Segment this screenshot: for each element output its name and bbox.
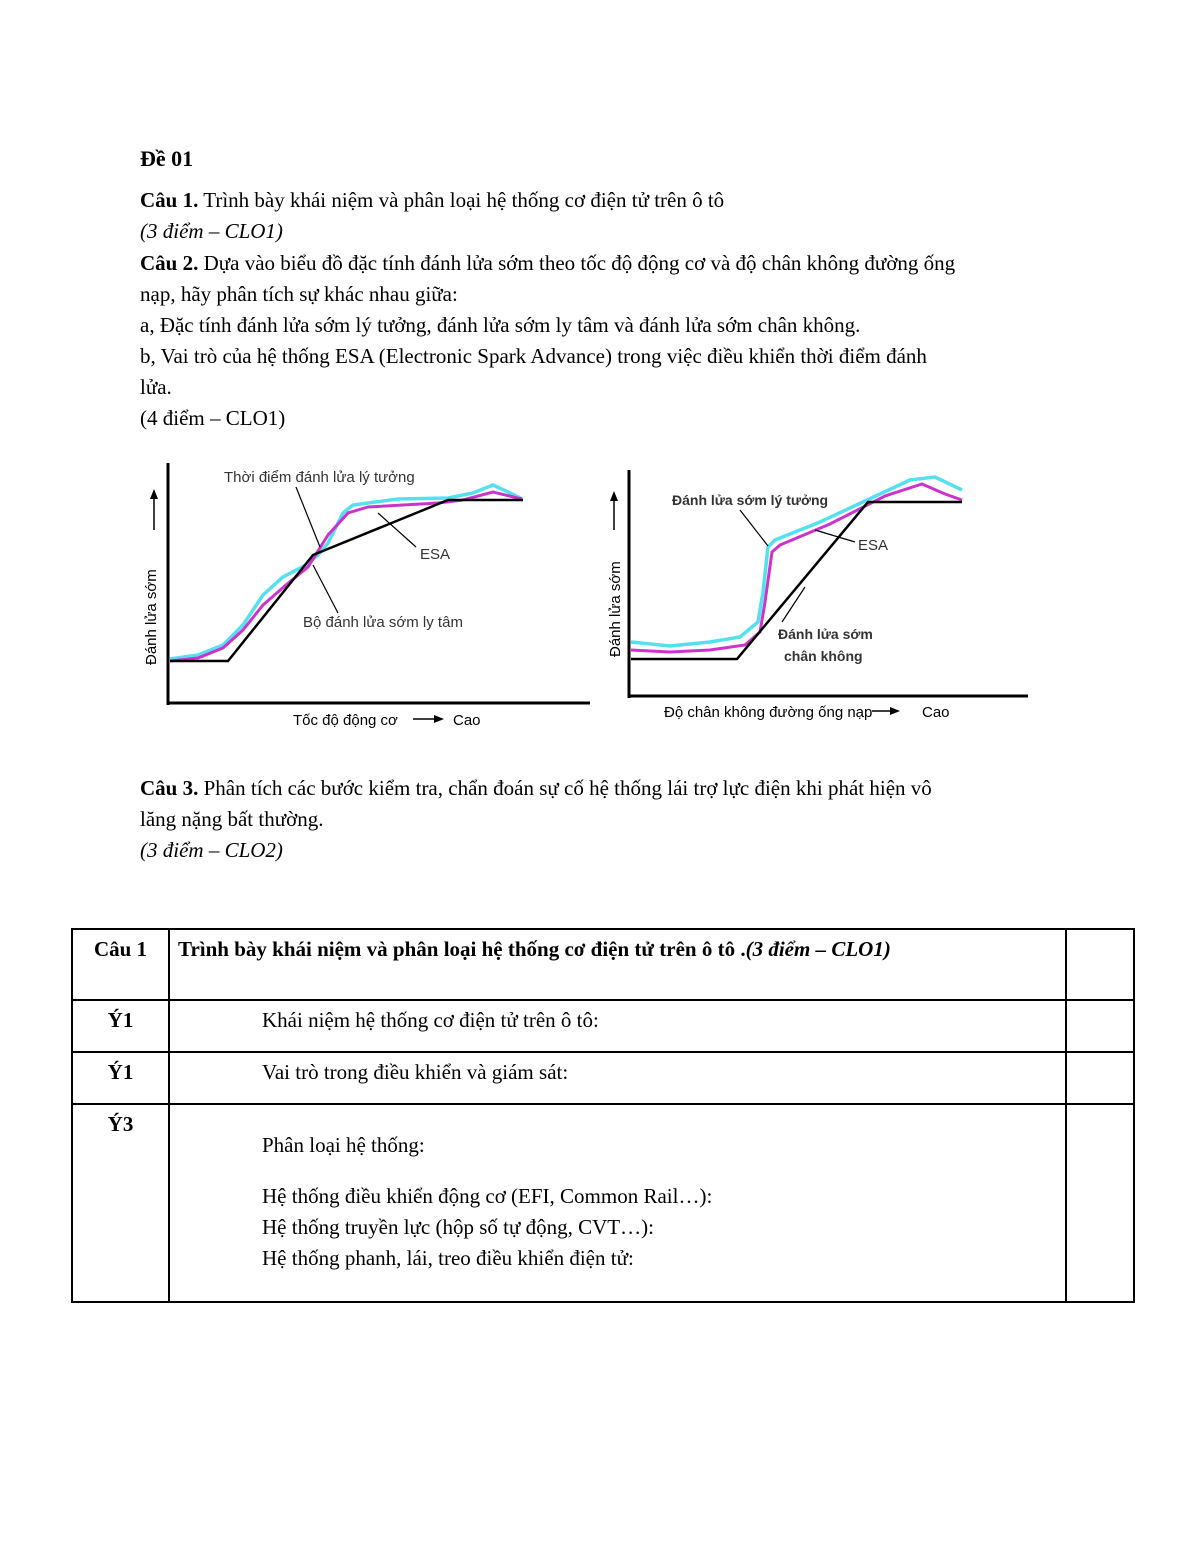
question-2-part-b: b, Vai trò của hệ thống ESA (Electronic Spark Advance) trong việc điều khiển thời điểm đánh — [140, 344, 927, 368]
question-3 — [140, 773, 932, 804]
rubric-row-label-cell — [72, 1104, 169, 1302]
rubric-row-score-cell — [1066, 1104, 1134, 1302]
rubric-row-score-cell — [1066, 1052, 1134, 1104]
question-3-text: Phân tích các bước kiểm tra, chẩn đoán sự cố hệ thống lái trợ lực điện khi phát hiện vô — [198, 776, 932, 800]
rubric-row-text: Khái niệm hệ thống cơ điện tử trên ô tô: — [262, 1008, 599, 1032]
label-esa: ESA — [858, 537, 889, 554]
label-esa: ESA — [420, 546, 451, 563]
leader-esa — [378, 513, 416, 547]
x-axis-label: Độ chân không đường ống nạp — [664, 704, 873, 721]
rubric-classification-heading: Phân loại hệ thống: — [262, 1133, 425, 1157]
question-1-text: Trình bày khái niệm và phân loại hệ thống cơ điện tử trên ô tô — [198, 188, 725, 212]
rubric-row-text: Vai trò trong điều khiển và giám sát: — [262, 1060, 569, 1084]
rubric-row — [72, 1000, 1134, 1052]
rubric-row-text-cell — [169, 1052, 1066, 1104]
rubric-header-score-cell — [1066, 929, 1134, 1000]
question-3-text-cont: lăng nặng bất thường. — [140, 807, 324, 831]
question-2-part-b-cont: lửa. — [140, 375, 172, 399]
x-axis-arrowhead — [434, 715, 444, 723]
figure-spark-advance-vacuum — [600, 462, 1040, 732]
label-centrifugal: Bộ đánh lửa sớm ly tâm — [303, 614, 463, 631]
rubric-row-text-cell — [169, 1000, 1066, 1052]
rubric-row-text-cell — [169, 1104, 1066, 1302]
question-3-label: Câu 3. — [140, 776, 199, 800]
question-1-points: (3 điểm – CLO1) — [140, 219, 283, 243]
exam-title: Đề 01 — [140, 146, 194, 171]
rubric-row-label-cell — [72, 1000, 169, 1052]
label-vacuum-line1: Đánh lửa sớm — [778, 626, 873, 642]
spacer — [262, 1161, 1065, 1181]
y-axis-label: Đánh lửa sớm — [143, 569, 160, 665]
rubric-classification-item: Hệ thống điều khiển động cơ (EFI, Common Rail…): — [262, 1184, 713, 1208]
rubric-row-score-cell — [1066, 1000, 1134, 1052]
rubric-row-classification — [72, 1104, 1134, 1302]
rubric-classification-item: Hệ thống truyền lực (hộp số tự động, CVT…): — [262, 1215, 654, 1239]
question-2-points: (4 điểm – CLO1) — [140, 406, 286, 430]
rubric-header-label-cell — [72, 929, 169, 1000]
x-axis-label: Tốc độ động cơ — [293, 712, 398, 729]
question-2-text-cont: nạp, hãy phân tích sự khác nhau giữa: — [140, 282, 458, 306]
leader-ideal — [740, 510, 768, 546]
x-axis-label-end: Cao — [922, 704, 950, 721]
rubric-row-label-cell — [72, 1052, 169, 1104]
rubric-header-row — [72, 929, 1134, 1000]
rubric-row — [72, 1052, 1134, 1104]
rubric-classification-content — [170, 1105, 1065, 1274]
question-2 — [140, 248, 955, 279]
curve-ideal — [170, 485, 522, 659]
question-2-part-a: a, Đặc tính đánh lửa sớm lý tưởng, đánh lửa sớm ly tâm và đánh lửa sớm chân không. — [140, 313, 861, 337]
question-1 — [140, 185, 724, 216]
grading-rubric-table — [71, 928, 1135, 1303]
rubric-header-points: (3 điểm – CLO1) — [745, 937, 891, 961]
rubric-classification-item: Hệ thống phanh, lái, treo điều khiển điện tử: — [262, 1246, 634, 1270]
leader-centrifugal — [313, 565, 338, 613]
figure-right-svg — [600, 462, 1040, 732]
figure-spark-advance-engine-speed — [138, 455, 598, 735]
leader-ideal — [296, 487, 320, 547]
question-3-points: (3 điểm – CLO2) — [140, 838, 283, 862]
rubric-header-text — [170, 930, 1065, 965]
label-ideal: Thời điểm đánh lửa lý tưởng — [224, 469, 415, 486]
label-vacuum-line2: chân không — [784, 648, 863, 664]
figure-left-svg — [138, 455, 598, 735]
x-axis-label-end: Cao — [453, 712, 481, 729]
rubric-header-label: Câu 1 — [93, 937, 148, 961]
curve-centrifugal — [170, 500, 523, 661]
curve-esa — [170, 492, 522, 661]
x-axis-arrowhead — [890, 707, 900, 715]
question-1-label: Câu 1. — [140, 188, 199, 212]
question-2-label: Câu 2. — [140, 251, 199, 275]
rubric-row-label: Ý3 — [107, 1112, 134, 1136]
rubric-header-title: Trình bày khái niệm và phân loại hệ thống cơ điện tử trên ô tô . — [178, 937, 746, 961]
rubric-row-label: Ý1 — [107, 1060, 134, 1084]
question-2-text: Dựa vào biểu đồ đặc tính đánh lửa sớm theo tốc độ động cơ và độ chân không đường ống — [198, 251, 956, 275]
rubric-header-text-cell — [169, 929, 1066, 1000]
label-ideal: Đánh lửa sớm lý tưởng — [672, 492, 829, 508]
rubric-row-label: Ý1 — [107, 1008, 134, 1032]
y-axis-arrowhead — [150, 489, 158, 499]
y-axis-arrowhead — [610, 491, 618, 501]
y-axis-label: Đánh lửa sớm — [607, 561, 624, 657]
